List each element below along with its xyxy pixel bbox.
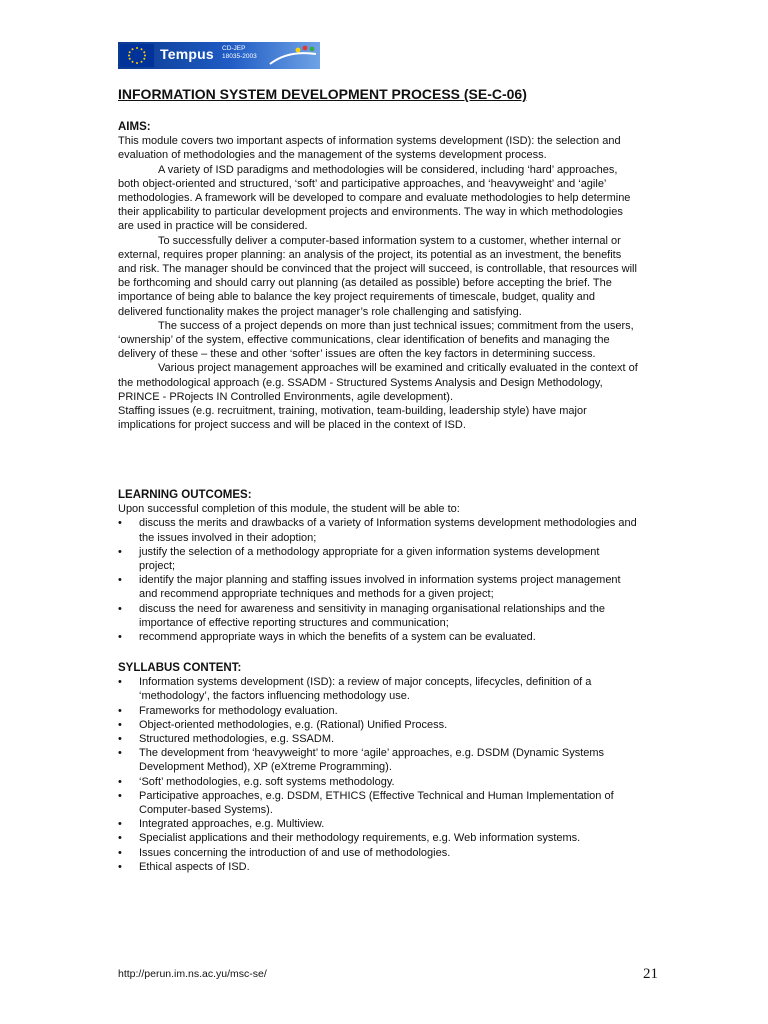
aims-paragraph-2: A variety of ISD paradigms and methodologies will be considered, including ‘hard’ approaches, both object-oriented and structured, ‘soft’ and participative approaches, and ‘heavyweight’ and ‘agile’ methodologies. A framework will be developed to compare and evaluate methodologies to help determine their applicability to particular development projects and environments. The way in which methodologies are used in practice will be considered. [118, 163, 631, 233]
bullet-icon: • [118, 775, 122, 788]
bullet-icon: • [118, 574, 122, 587]
eu-flag-icon [120, 44, 154, 67]
bullet-icon: • [118, 545, 122, 558]
aims-heading: AIMS: [118, 121, 151, 133]
list-item: • Frameworks for methodology evaluation. [118, 704, 338, 717]
aims-paragraph-1: This module covers two important aspects of information systems development (ISD): the selection and evaluation of methodologies and the management of the systems development process. [118, 135, 621, 162]
list-item: • identify the major planning and staffing issues involved in information systems project management and recommend appropriate techniques and methods for a given project; [118, 574, 621, 601]
list-item: • Participative approaches, e.g. DSDM, ETHICS (Effective Technical and Human Implementation of Computer-based Systems). [118, 789, 614, 817]
aims-paragraph-6: Staffing issues (e.g. recruitment, training, motivation, team-building, leadership style) have major implications for project success and will be placed in the context of ISD. [118, 405, 587, 432]
page-title: INFORMATION SYSTEM DEVELOPMENT PROCESS (SE-C-06) [118, 86, 527, 102]
list-item: • Issues concerning the introduction of and use of methodologies. [118, 846, 451, 859]
list-item: • Specialist applications and their methodology requirements, e.g. Web information systems. [118, 832, 581, 845]
logo-brand-text: Tempus [160, 46, 214, 62]
list-item: • discuss the need for awareness and sensitivity in managing organisational relationships and the importance of effective reporting structures and communication; [118, 602, 605, 629]
bullet-icon: • [118, 517, 122, 530]
syllabus-list [118, 675, 638, 874]
learning-outcomes-heading: LEARNING OUTCOMES: [118, 489, 252, 501]
aims-section [118, 120, 638, 432]
learning-outcomes-section [118, 488, 638, 644]
aims-paragraph-3: To successfully deliver a computer-based information system to a customer, whether internal or external, requires proper planning: an analysis of the project, its potential as an investment, the benefits and risk. The manager should be convinced that the project will succeed, is controllable, that resources will be forthcoming and should carry out planning (as detailed as possible) before accepting the brief. The importance of being able to balance the key project requirements of timescale, budget, quality and delivered functionality makes the project manager’s role challenging and satisfying. [118, 234, 637, 318]
logo-swoosh-icon [268, 44, 318, 67]
bullet-icon: • [118, 676, 122, 689]
syllabus-section [118, 661, 638, 874]
syllabus-heading: SYLLABUS CONTENT: [118, 662, 242, 674]
list-item: • discuss the merits and drawbacks of a variety of Information systems development methodologies and the issues involved in their adoption; [118, 517, 637, 544]
list-item: • Object-oriented methodologies, e.g. (Rational) Unified Process. [118, 718, 448, 731]
list-item: • Ethical aspects of ISD. [118, 860, 250, 873]
learning-outcomes-list [118, 516, 638, 644]
list-item: • Integrated approaches, e.g. Multiview. [118, 818, 325, 831]
page-number: 21 [643, 966, 658, 982]
list-item: • recommend appropriate ways in which the benefits of a system can be evaluated. [118, 631, 536, 644]
bullet-icon: • [118, 846, 122, 859]
aims-paragraph-5: Various project management approaches will be examined and critically evaluated in the context of the methodological approach (e.g. SSADM - Structured Systems Analysis and Design Methodology, PRINCE - PRojects IN Controlled Environments, agile development). [118, 362, 638, 403]
bullet-icon: • [118, 832, 122, 845]
bullet-icon: • [118, 733, 122, 746]
aims-paragraph-4: The success of a project depends on more than just technical issues; commitment from the users, ‘ownership’ of the system, effective communications, clear identification of benefits and managing the delivery of these – these and other ‘softer’ issues are often the key factors in determining success. [118, 319, 634, 361]
list-item: • justify the selection of a methodology appropriate for a given information systems development project; [118, 545, 600, 573]
bullet-icon: • [118, 747, 122, 760]
list-item: • Information systems development (ISD): a review of major concepts, lifecycles, definition of a ‘methodology’, the factors influencing methodology use. [118, 676, 592, 703]
list-item: • The development from ‘heavyweight’ to more ‘agile’ approaches, e.g. DSDM (Dynamic Systems Development Method), XP (eXtreme Programming). [118, 747, 605, 774]
bullet-icon: • [118, 789, 122, 802]
logo-project-code: CD-JEP 18035-2003 [222, 45, 257, 60]
footer-url: http://perun.im.ns.ac.yu/msc-se/ [118, 968, 267, 980]
list-item: • Structured methodologies, e.g. SSADM. [118, 733, 335, 746]
tempus-logo [118, 42, 320, 69]
bullet-icon: • [118, 631, 122, 644]
list-item: • ‘Soft’ methodologies, e.g. soft systems methodology. [118, 775, 395, 788]
learning-outcomes-intro: Upon successful completion of this module, the student will be able to: [118, 503, 460, 516]
bullet-icon: • [118, 718, 122, 731]
bullet-icon: • [118, 860, 122, 873]
bullet-icon: • [118, 602, 122, 615]
bullet-icon: • [118, 818, 122, 831]
bullet-icon: • [118, 704, 122, 717]
